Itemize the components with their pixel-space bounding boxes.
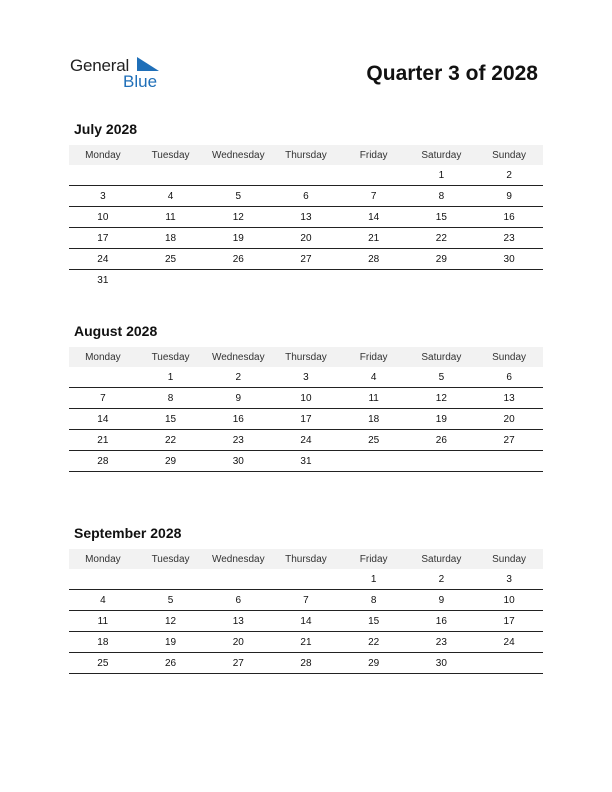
day-cell (272, 569, 340, 590)
day-cell: 28 (69, 451, 137, 472)
day-cell: 26 (204, 249, 272, 270)
weekday-header: Wednesday (204, 347, 272, 367)
day-cell: 17 (475, 611, 543, 632)
weekday-header-row (69, 145, 543, 165)
week-row (69, 207, 543, 228)
week-row (69, 186, 543, 207)
day-cell: 10 (475, 590, 543, 611)
weekday-header: Monday (69, 347, 137, 367)
day-cell: 26 (137, 653, 205, 674)
day-cell: 27 (272, 249, 340, 270)
week-row (69, 451, 543, 472)
day-cell: 16 (408, 611, 476, 632)
day-cell (340, 270, 408, 291)
day-cell (475, 653, 543, 674)
day-cell: 16 (475, 207, 543, 228)
day-cell: 11 (137, 207, 205, 228)
weekday-header: Sunday (475, 549, 543, 569)
day-cell (408, 451, 476, 472)
day-cell (272, 165, 340, 186)
day-cell: 20 (204, 632, 272, 653)
week-row (69, 632, 543, 653)
day-cell: 18 (137, 228, 205, 249)
day-cell: 2 (475, 165, 543, 186)
day-cell: 17 (272, 409, 340, 430)
day-cell: 2 (204, 367, 272, 388)
logo-text-blue: Blue (123, 72, 158, 91)
day-cell: 19 (204, 228, 272, 249)
day-cell: 1 (408, 165, 476, 186)
week-row (69, 270, 543, 291)
weekday-header-row (69, 549, 543, 569)
day-cell: 11 (69, 611, 137, 632)
day-cell (408, 270, 476, 291)
day-cell: 14 (69, 409, 137, 430)
day-cell (204, 569, 272, 590)
day-cell: 18 (340, 409, 408, 430)
month-title: August 2028 (74, 323, 158, 339)
day-cell (204, 165, 272, 186)
day-cell: 20 (272, 228, 340, 249)
day-cell: 9 (408, 590, 476, 611)
day-cell (475, 270, 543, 291)
day-cell: 10 (69, 207, 137, 228)
day-cell: 12 (408, 388, 476, 409)
day-cell (137, 270, 205, 291)
day-cell: 25 (340, 430, 408, 451)
day-cell: 3 (475, 569, 543, 590)
day-cell: 29 (137, 451, 205, 472)
generalblue-logo (70, 56, 170, 92)
day-cell: 28 (340, 249, 408, 270)
day-cell (137, 165, 205, 186)
day-cell: 6 (272, 186, 340, 207)
day-cell: 29 (340, 653, 408, 674)
month-august (69, 322, 543, 472)
weekday-header: Sunday (475, 145, 543, 165)
week-row (69, 653, 543, 674)
day-cell: 30 (408, 653, 476, 674)
weekday-header: Thursday (272, 145, 340, 165)
day-cell: 1 (340, 569, 408, 590)
day-cell: 28 (272, 653, 340, 674)
day-cell: 23 (475, 228, 543, 249)
day-cell: 20 (475, 409, 543, 430)
day-cell: 9 (475, 186, 543, 207)
weekday-header: Saturday (408, 145, 476, 165)
day-cell: 29 (408, 249, 476, 270)
day-cell: 24 (475, 632, 543, 653)
weekday-header: Friday (340, 145, 408, 165)
day-cell: 8 (408, 186, 476, 207)
weekday-header-row (69, 347, 543, 367)
day-cell: 4 (69, 590, 137, 611)
day-cell: 26 (408, 430, 476, 451)
day-cell (340, 165, 408, 186)
day-cell (69, 367, 137, 388)
day-cell: 15 (340, 611, 408, 632)
day-cell: 24 (272, 430, 340, 451)
day-cell: 23 (204, 430, 272, 451)
week-row (69, 165, 543, 186)
day-cell: 25 (69, 653, 137, 674)
day-cell: 1 (137, 367, 205, 388)
day-cell (69, 569, 137, 590)
weekday-header: Saturday (408, 347, 476, 367)
weekday-header: Tuesday (137, 347, 205, 367)
day-cell: 5 (204, 186, 272, 207)
day-cell (137, 569, 205, 590)
weekday-header: Thursday (272, 549, 340, 569)
week-row (69, 228, 543, 249)
day-cell: 13 (204, 611, 272, 632)
day-cell: 2 (408, 569, 476, 590)
week-row (69, 569, 543, 590)
week-row (69, 430, 543, 451)
logo-triangle-icon (137, 57, 159, 71)
day-cell: 21 (340, 228, 408, 249)
day-cell (475, 451, 543, 472)
day-cell: 5 (408, 367, 476, 388)
weekday-header: Friday (340, 549, 408, 569)
day-cell: 25 (137, 249, 205, 270)
day-cell: 4 (137, 186, 205, 207)
weekday-header: Tuesday (137, 145, 205, 165)
day-cell: 24 (69, 249, 137, 270)
day-cell (340, 451, 408, 472)
weekday-header: Monday (69, 549, 137, 569)
day-cell: 13 (272, 207, 340, 228)
day-cell: 4 (340, 367, 408, 388)
weekday-header: Monday (69, 145, 137, 165)
week-row (69, 388, 543, 409)
day-cell: 12 (137, 611, 205, 632)
calendar-table (69, 549, 543, 674)
day-cell: 23 (408, 632, 476, 653)
day-cell: 19 (408, 409, 476, 430)
day-cell: 21 (272, 632, 340, 653)
day-cell: 18 (69, 632, 137, 653)
day-cell: 30 (204, 451, 272, 472)
day-cell: 31 (272, 451, 340, 472)
day-cell (204, 270, 272, 291)
month-title: September 2028 (74, 525, 182, 541)
week-row (69, 367, 543, 388)
day-cell: 31 (97, 274, 109, 286)
logo-text-general: General (70, 56, 130, 75)
day-cell: 13 (475, 388, 543, 409)
day-cell: 22 (137, 430, 205, 451)
day-cell: 17 (69, 228, 137, 249)
day-cell: 5 (137, 590, 205, 611)
day-cell: 21 (69, 430, 137, 451)
day-cell: 8 (137, 388, 205, 409)
weekday-header: Wednesday (204, 549, 272, 569)
day-cell: 9 (204, 388, 272, 409)
week-row (69, 590, 543, 611)
day-cell: 16 (204, 409, 272, 430)
day-cell: 6 (204, 590, 272, 611)
day-cell: 12 (204, 207, 272, 228)
day-cell: 19 (137, 632, 205, 653)
day-cell: 22 (340, 632, 408, 653)
page-title: Quarter 3 of 2028 (366, 62, 538, 85)
week-row (69, 249, 543, 270)
day-cell: 6 (475, 367, 543, 388)
day-cell: 15 (137, 409, 205, 430)
weekday-header: Wednesday (204, 145, 272, 165)
day-cell: 22 (408, 228, 476, 249)
weekday-header: Tuesday (137, 549, 205, 569)
weekday-header: Sunday (475, 347, 543, 367)
calendar-table (69, 145, 543, 290)
day-cell: 10 (272, 388, 340, 409)
day-cell: 3 (69, 186, 137, 207)
day-cell: 7 (69, 388, 137, 409)
day-cell: 27 (204, 653, 272, 674)
day-cell: 15 (408, 207, 476, 228)
day-cell: 11 (340, 388, 408, 409)
day-cell (272, 270, 340, 291)
day-cell: 14 (272, 611, 340, 632)
week-row (69, 611, 543, 632)
day-cell: 7 (272, 590, 340, 611)
weekday-header: Friday (340, 347, 408, 367)
month-title: July 2028 (74, 121, 138, 137)
day-cell: 14 (340, 207, 408, 228)
weekday-header: Saturday (408, 549, 476, 569)
month-september (69, 524, 543, 674)
week-row (69, 409, 543, 430)
calendar-table (69, 347, 543, 472)
day-cell: 30 (475, 249, 543, 270)
day-cell: 27 (475, 430, 543, 451)
month-july (69, 120, 543, 290)
day-cell: 7 (340, 186, 408, 207)
day-cell (69, 165, 137, 186)
weekday-header: Thursday (272, 347, 340, 367)
day-cell: 3 (272, 367, 340, 388)
day-cell: 8 (340, 590, 408, 611)
